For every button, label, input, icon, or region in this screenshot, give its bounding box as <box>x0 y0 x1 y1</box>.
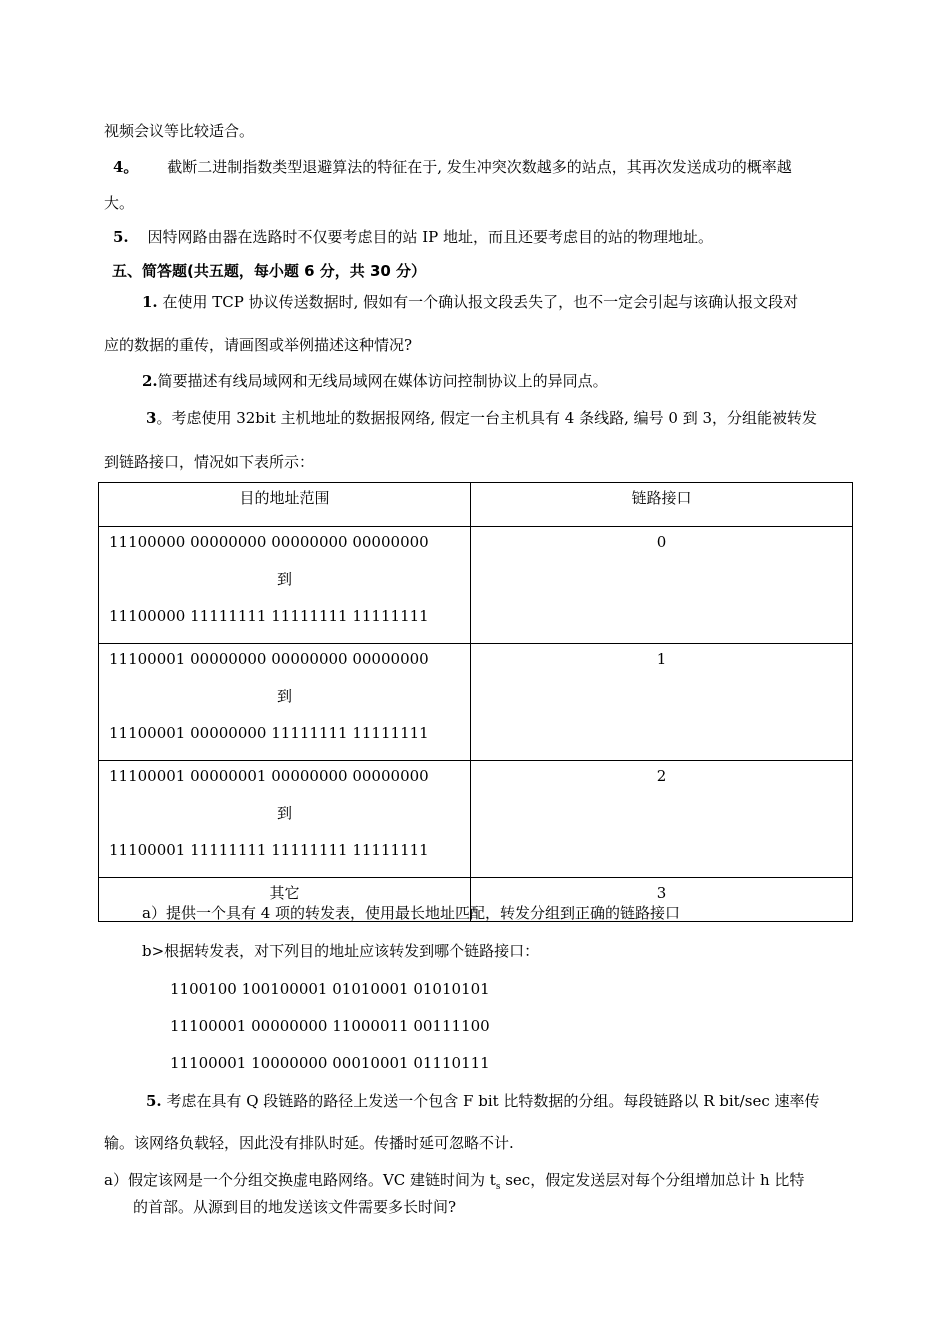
tf-item-4-number: 4。 <box>113 158 139 176</box>
intro-tail: 视频会议等比较适合。 <box>104 122 255 140</box>
tf-item-5 <box>113 227 713 247</box>
header-address-range: 目的地址范围 <box>99 483 471 527</box>
question-3-text: 。考虑使用 32bit 主机地址的数据报网络, 假定一台主机具有 4 条线路, 编号 0 到 3，分组能被转发 <box>156 409 818 427</box>
tf-item-5-text: 因特网路由器在选路时不仅要考虑目的站 IP 地址，而且还要考虑目的站的物理地址。 <box>147 228 714 246</box>
question-5-number: 5. <box>146 1092 162 1110</box>
question-3b: b>根据转发表，对下列目的地址应该转发到哪个链路接口： <box>142 942 540 960</box>
link-interface-cell: 1 <box>471 644 853 761</box>
section-title: 五、简答题(共五题，每小题 6 分，共 30 分） <box>112 262 427 280</box>
tf-item-5-number: 5. <box>113 228 129 246</box>
table-header-row <box>99 483 853 527</box>
link-interface-cell: 2 <box>471 761 853 878</box>
header-link-interface: 链路接口 <box>471 483 853 527</box>
question-3 <box>146 408 817 428</box>
question-1 <box>142 292 798 312</box>
address-range-cell <box>99 527 471 644</box>
link-interface-cell: 0 <box>471 527 853 644</box>
address-1: 1100100 100100001 01010001 01010101 <box>170 980 490 998</box>
range-start: 11100000 00000000 00000000 00000000 <box>109 533 429 551</box>
table-row <box>99 761 853 878</box>
question-1-text: 在使用 TCP 协议传送数据时, 假如有一个确认报文段丢失了，也不一定会引起与该确认报文段对 <box>162 293 799 311</box>
question-3-continuation: 到链路接口，情况如下表所示： <box>104 453 315 471</box>
range-to-word: 到 <box>277 804 293 822</box>
forwarding-table <box>98 482 853 922</box>
question-5a-trail: sec，假定发送层对每个分组增加总计 h 比特 <box>500 1171 805 1189</box>
range-end: 11100000 11111111 11111111 11111111 <box>109 607 429 625</box>
question-5a-lead: a）假定该网是一个分组交换虚电路网络。VC 建链时间为 t <box>104 1171 496 1189</box>
range-to-word: 到 <box>277 570 293 588</box>
question-5-continuation: 输。该网络负载轻，因此没有排队时延。传播时延可忽略不计. <box>104 1134 514 1152</box>
tf-item-4-continuation: 大。 <box>104 194 135 212</box>
range-end: 11100001 11111111 11111111 11111111 <box>109 841 429 859</box>
address-2: 11100001 00000000 11000011 00111100 <box>170 1017 490 1035</box>
question-1-number: 1. <box>142 293 158 311</box>
question-5a-subscript: s <box>495 1182 501 1192</box>
range-to-word: 到 <box>277 687 293 705</box>
question-2 <box>142 371 608 391</box>
range-start: 11100001 00000000 00000000 00000000 <box>109 650 429 668</box>
tf-item-4-text: 截断二进制指数类型退避算法的特征在于, 发生冲突次数越多的站点，其再次发送成功的概率越 <box>167 158 792 176</box>
question-5a-continuation: 的首部。从源到目的地发送该文件需要多长时间? <box>133 1198 457 1216</box>
question-3-number: 3 <box>146 409 157 427</box>
range-end: 11100001 00000000 11111111 11111111 <box>109 724 429 742</box>
address-range-cell <box>99 761 471 878</box>
range-start: 11100001 00000001 00000000 00000000 <box>109 767 429 785</box>
other-label-cell: 其它 <box>99 878 471 922</box>
address-3: 11100001 10000000 00010001 01110111 <box>170 1054 490 1072</box>
question-2-text: 简要描述有线局域网和无线局域网在媒体访问控制协议上的异同点。 <box>157 372 608 390</box>
tf-item-4 <box>113 157 792 177</box>
table-row <box>99 644 853 761</box>
question-5-text: 考虑在具有 Q 段链路的路径上发送一个包含 F bit 比特数据的分组。每段链路以 R bit/sec 速率传 <box>166 1092 820 1110</box>
question-1-continuation: 应的数据的重传，请画图或举例描述这种情况? <box>104 336 413 354</box>
question-2-number: 2. <box>142 372 158 390</box>
question-5a <box>104 1170 804 1197</box>
address-range-cell <box>99 644 471 761</box>
table-row <box>99 527 853 644</box>
question-3a: a）提供一个具有 4 项的转发表，使用最长地址匹配，转发分组到正确的链路接口 <box>142 904 681 922</box>
other-port-cell: 3 <box>471 878 853 922</box>
question-5 <box>146 1091 819 1111</box>
